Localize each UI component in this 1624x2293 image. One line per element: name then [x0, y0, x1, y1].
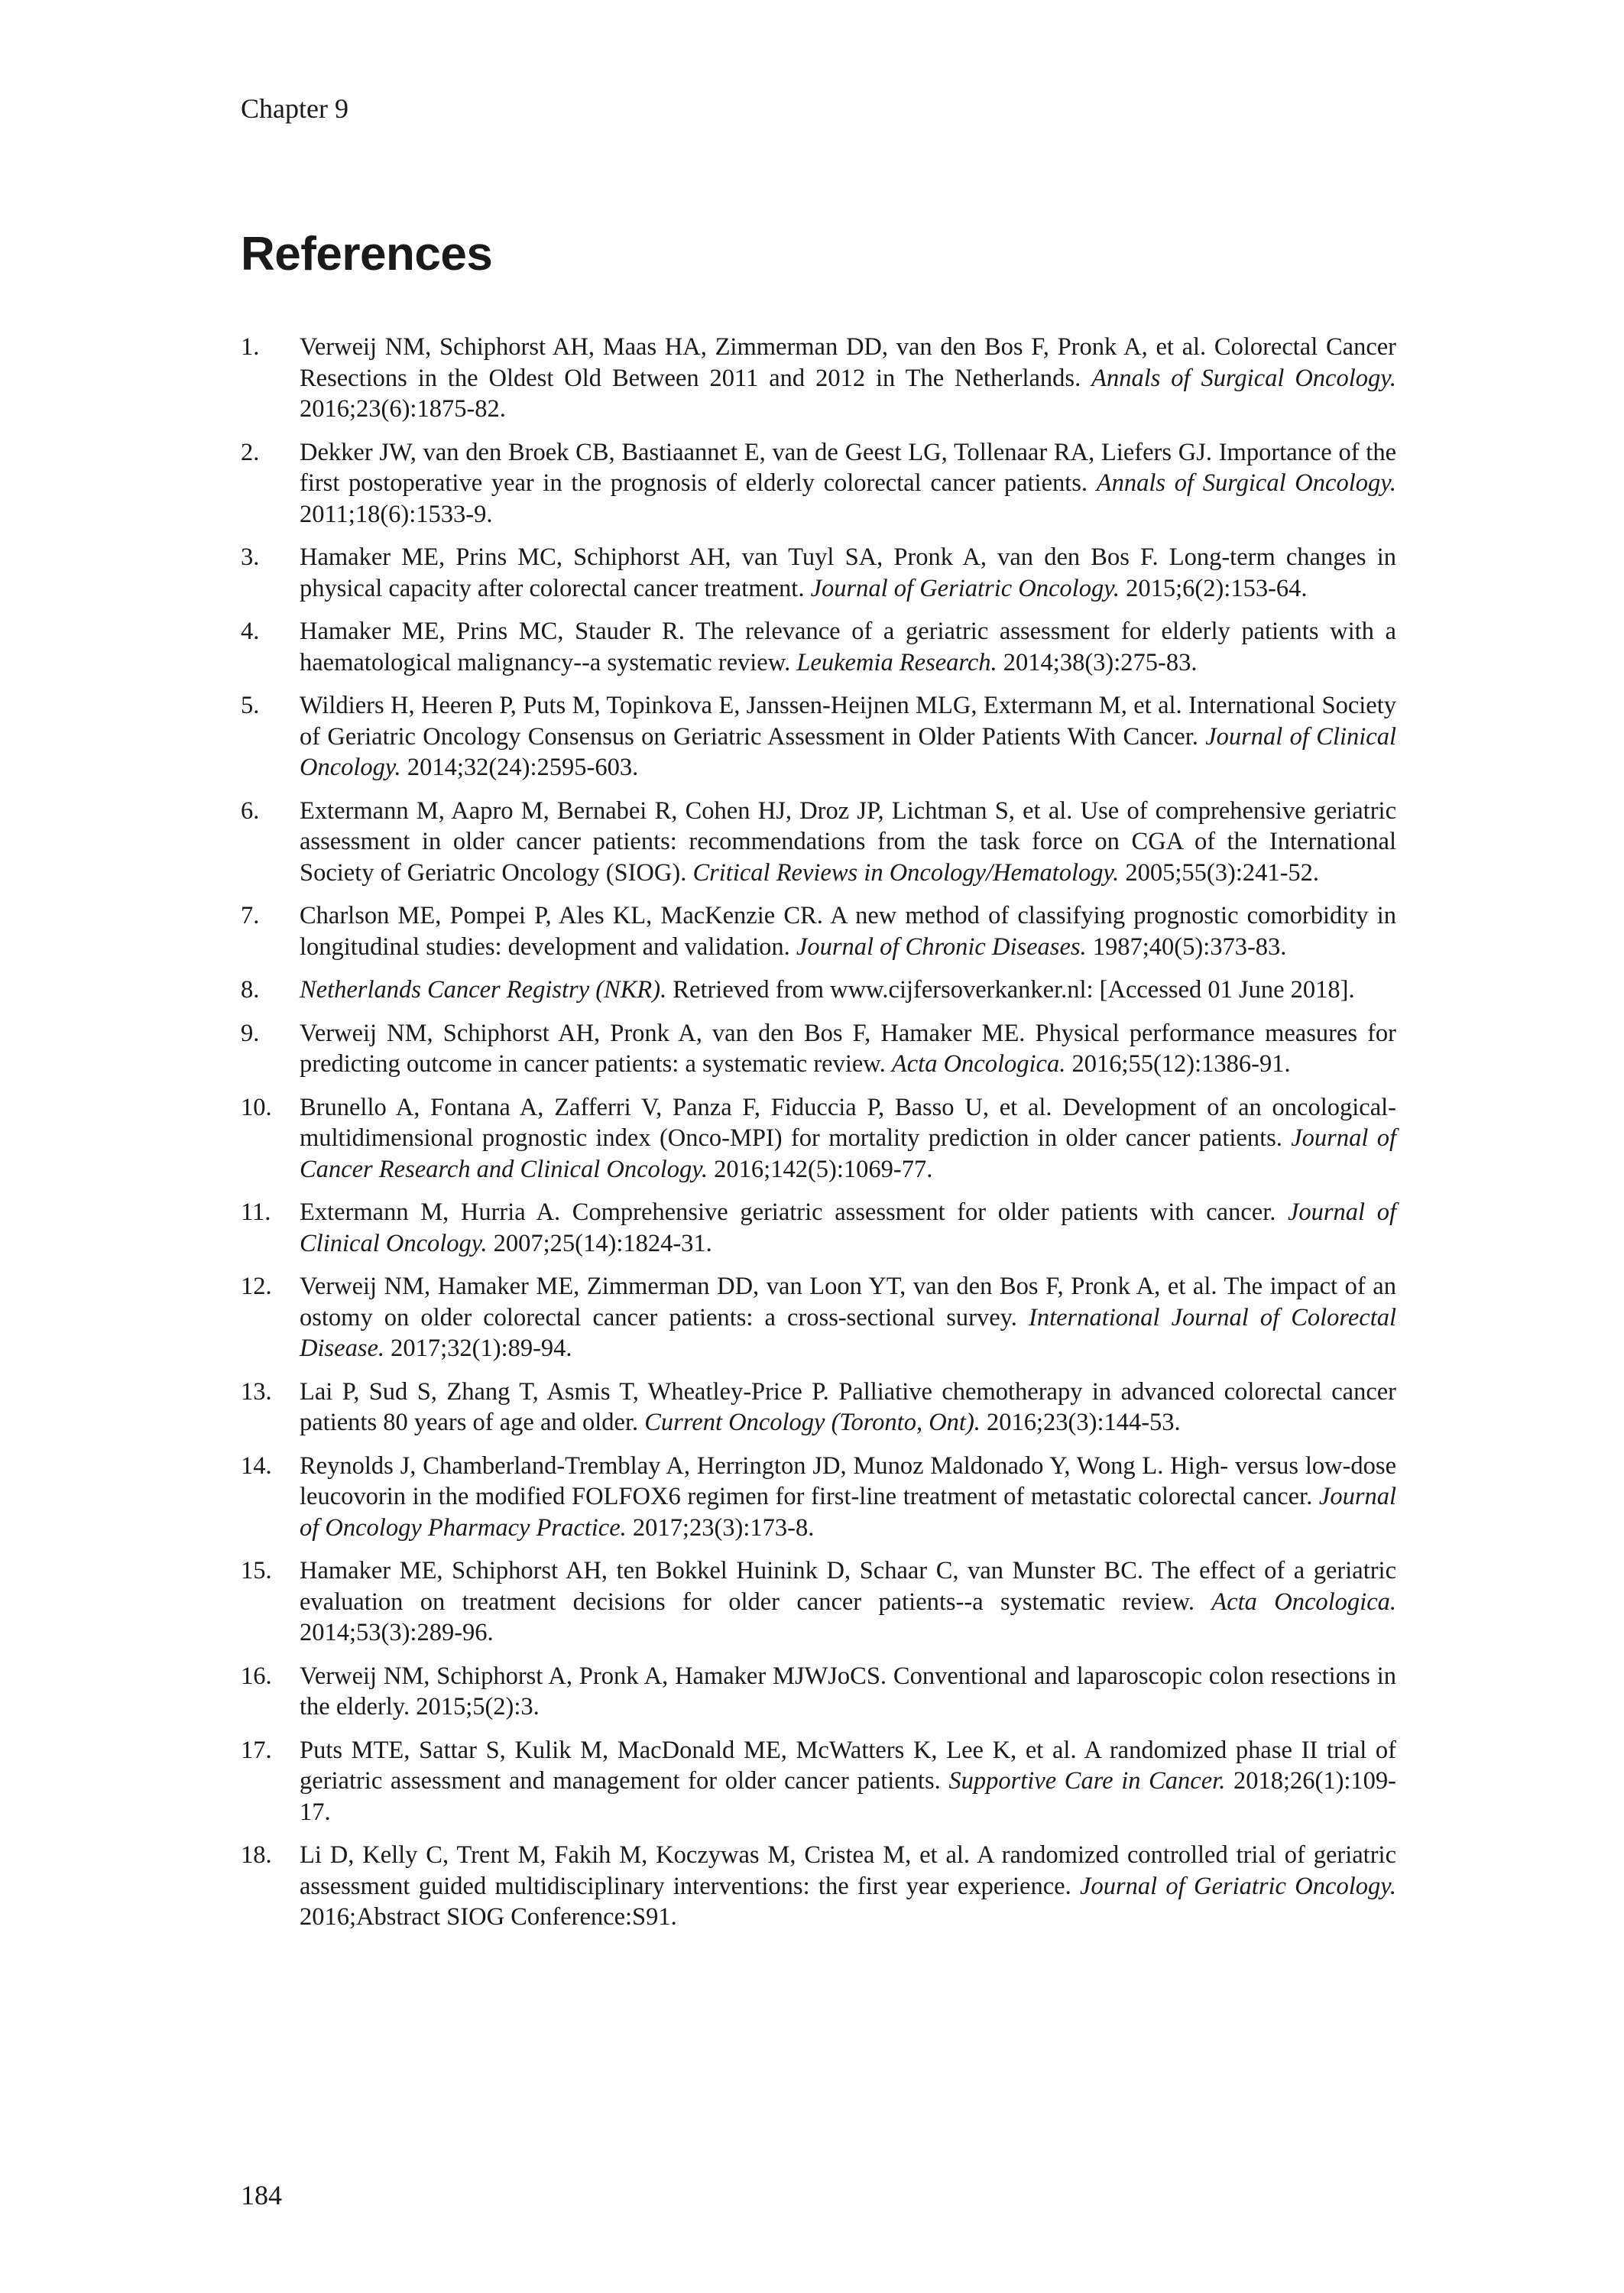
- reference-number: 8.: [241, 976, 260, 1004]
- reference-text: [300, 900, 1396, 962]
- reference-text: [300, 332, 1396, 425]
- reference-details: 2017;32(1):89-94.: [384, 1335, 572, 1362]
- reference-number: 1.: [241, 333, 260, 361]
- reference-item-11: [241, 1197, 1396, 1259]
- reference-number: 9.: [241, 1019, 260, 1047]
- reference-text: [300, 1840, 1396, 1933]
- reference-authors-title: Hamaker ME, Schiphorst AH, ten Bokkel Huinink D, Schaar C, van Munster BC. The effect of a geriatric evaluation on treatment decisions for older cancer patients--a systematic review.: [300, 1557, 1396, 1616]
- page-number: 184: [241, 2180, 282, 2210]
- reference-item-13: [241, 1377, 1396, 1438]
- reference-authors-title: Lai P, Sud S, Zhang T, Asmis T, Wheatley-Price P. Palliative chemotherapy in advanced colorectal cancer patients 80 years of age and older.: [300, 1377, 1396, 1436]
- reference-list: [241, 332, 1396, 1945]
- section-title: References: [241, 228, 493, 281]
- reference-journal: Leukemia Research.: [796, 648, 997, 676]
- reference-details: 2005;55(3):241-52.: [1119, 858, 1320, 887]
- reference-journal: Current Oncology (Toronto, Ont).: [644, 1409, 981, 1436]
- reference-number: 14.: [241, 1451, 272, 1480]
- reference-details: 2017;23(3):173-8.: [626, 1513, 815, 1542]
- reference-authors-title: Extermann M, Aapro M, Bernabei R, Cohen HJ, Droz JP, Lichtman S, et al. Use of comprehensive geriatric assessment in older cancer patients: recommendations from the task force on CGA of the International Society of Geriatric Oncology (SIOG).: [300, 796, 1396, 887]
- reference-text: [300, 1092, 1396, 1185]
- reference-item-8: [241, 975, 1396, 1006]
- reference-item-16: [241, 1661, 1396, 1723]
- reference-authors-title: Puts MTE, Sattar S, Kulik M, MacDonald ME, McWatters K, Lee K, et al. A randomized phase II trial of geriatric assessment and management for older cancer patients.: [300, 1736, 1396, 1795]
- reference-text: [300, 975, 1396, 1006]
- reference-item-10: [241, 1092, 1396, 1185]
- reference-item-18: [241, 1840, 1396, 1933]
- reference-details: 2018;26(1):109-17.: [300, 1767, 1397, 1826]
- reference-authors-title: Charlson ME, Pompei P, Ales KL, MacKenzie CR. A new method of classifying prognostic comorbidity in longitudinal studies: development and validation.: [300, 902, 1396, 961]
- reference-text: [300, 616, 1396, 678]
- reference-details: 2016;55(12):1386-91.: [1065, 1050, 1291, 1078]
- reference-journal: International Journal of Colorectal Disease.: [300, 1303, 1397, 1362]
- reference-authors-title: Li D, Kelly C, Trent M, Fakih M, Koczywas M, Cristea M, et al. A randomized controlled trial of geriatric assessment guided multidisciplinary interventions: the first year experience.: [300, 1841, 1396, 1900]
- reference-text: [300, 1555, 1396, 1649]
- reference-details: 2011;18(6):1533-9.: [300, 500, 493, 528]
- reference-authors-title: Extermann M, Hurria A. Comprehensive geriatric assessment for older patients with cancer.: [300, 1198, 1288, 1226]
- reference-authors-title: Reynolds J, Chamberland-Tremblay A, Herrington JD, Munoz Maldonado Y, Wong L. High- versus low-dose leucovorin in the modified FOLFOX6 regimen for first-line treatment of metastatic colorectal cancer.: [300, 1451, 1396, 1510]
- reference-item-4: [241, 616, 1396, 678]
- reference-authors-title: Hamaker ME, Prins MC, Stauder R. The relevance of a geriatric assessment for elderly patients with a haematological malignancy--a systematic review.: [300, 618, 1396, 676]
- reference-text: [300, 1661, 1396, 1723]
- reference-text: [300, 690, 1396, 783]
- reference-authors-title: Dekker JW, van den Broek CB, Bastiaannet E, van de Geest LG, Tollenaar RA, Liefers GJ. Importance of the first postoperative year in the prognosis of elderly colorectal cancer patients.: [300, 438, 1396, 497]
- reference-text: [300, 1377, 1396, 1438]
- reference-item-2: [241, 437, 1396, 530]
- reference-journal: Supportive Care in Cancer.: [948, 1767, 1226, 1795]
- reference-number: 4.: [241, 618, 260, 645]
- reference-authors-title: Hamaker ME, Prins MC, Schiphorst AH, van Tuyl SA, Pronk A, van den Bos F. Long-term changes in physical capacity after colorectal cancer treatment.: [300, 543, 1396, 602]
- reference-number: 18.: [241, 1841, 272, 1869]
- reference-authors-title: Verweij NM, Schiphorst A, Pronk A, Hamaker MJWJoCS. Conventional and laparoscopic colon resections in the elderly. 2015;5(2):3.: [300, 1662, 1396, 1721]
- reference-number: 17.: [241, 1736, 272, 1764]
- reference-journal: Acta Oncologica.: [891, 1050, 1066, 1078]
- reference-text: [300, 1018, 1396, 1080]
- reference-item-7: [241, 900, 1396, 962]
- reference-authors-title: Verweij NM, Schiphorst AH, Pronk A, van den Bos F, Hamaker ME. Physical performance measures for predicting outcome in cancer patients: a systematic review.: [300, 1019, 1396, 1078]
- reference-journal: Annals of Surgical Oncology.: [1091, 364, 1397, 392]
- reference-text: [300, 542, 1396, 604]
- reference-number: 13.: [241, 1377, 272, 1406]
- reference-details: 2016;23(3):144-53.: [980, 1409, 1181, 1436]
- reference-journal: Journal of Chronic Diseases.: [796, 932, 1087, 961]
- reference-journal: Acta Oncologica.: [1211, 1588, 1397, 1616]
- reference-details: 2014;53(3):289-96.: [300, 1619, 494, 1646]
- reference-authors-title: Verweij NM, Hamaker ME, Zimmerman DD, van Loon YT, van den Bos F, Pronk A, et al. The impact of an ostomy on older colorectal cancer patients: a cross-sectional survey.: [300, 1273, 1396, 1331]
- reference-text: [300, 1271, 1396, 1364]
- reference-journal: Critical Reviews in Oncology/Hematology.: [692, 858, 1120, 887]
- reference-text: [300, 437, 1396, 530]
- reference-journal: Journal of Oncology Pharmacy Practice.: [300, 1483, 1396, 1542]
- reference-details: 2007;25(14):1824-31.: [487, 1229, 712, 1257]
- reference-item-14: [241, 1451, 1396, 1544]
- reference-item-1: [241, 332, 1396, 425]
- reference-number: 10.: [241, 1093, 272, 1121]
- reference-item-5: [241, 690, 1396, 783]
- reference-number: 6.: [241, 796, 260, 825]
- running-head: Chapter 9: [241, 93, 348, 124]
- reference-text: [300, 796, 1396, 889]
- reference-number: 7.: [241, 902, 260, 929]
- reference-text: [300, 1451, 1396, 1544]
- reference-item-12: [241, 1271, 1396, 1364]
- reference-item-15: [241, 1555, 1396, 1649]
- reference-number: 2.: [241, 438, 260, 466]
- reference-number: 15.: [241, 1557, 272, 1584]
- reference-item-17: [241, 1735, 1396, 1828]
- reference-number: 12.: [241, 1273, 272, 1300]
- reference-details: 2014;38(3):275-83.: [997, 648, 1198, 676]
- reference-authors-title: Brunello A, Fontana A, Zafferri V, Panza F, Fiduccia P, Basso U, et al. Development of an oncological-multidimensional prognostic index (Onco-MPI) for mortality prediction in older cancer patients.: [300, 1093, 1396, 1152]
- reference-item-3: [241, 542, 1396, 604]
- reference-journal: Annals of Surgical Oncology.: [1096, 469, 1396, 497]
- reference-journal: Journal of Geriatric Oncology.: [810, 574, 1120, 602]
- reference-details: 2016;Abstract SIOG Conference:S91.: [300, 1903, 677, 1931]
- reference-details: 2016;23(6):1875-82.: [300, 395, 506, 423]
- reference-journal: Journal of Clinical Oncology.: [300, 722, 1396, 781]
- reference-item-9: [241, 1018, 1396, 1080]
- reference-number: 5.: [241, 692, 260, 719]
- reference-journal: Journal of Clinical Oncology.: [300, 1198, 1396, 1257]
- reference-authors-title: Wildiers H, Heeren P, Puts M, Topinkova E, Janssen-Heijnen MLG, Extermann M, et al. International Society of Geriatric Oncology Consensus on Geriatric Assessment in Older Patients With Cancer.: [300, 692, 1396, 751]
- reference-text: [300, 1197, 1396, 1259]
- reference-journal: Journal of Cancer Research and Clinical Oncology.: [300, 1124, 1396, 1183]
- reference-number: 16.: [241, 1662, 272, 1690]
- reference-journal: Journal of Geriatric Oncology.: [1080, 1872, 1396, 1900]
- reference-details: 2016;142(5):1069-77.: [708, 1155, 933, 1183]
- reference-journal: Netherlands Cancer Registry (NKR).: [300, 976, 667, 1004]
- reference-authors-title: Verweij NM, Schiphorst AH, Maas HA, Zimmerman DD, van den Bos F, Pronk A, et al. Colorectal Cancer Resections in the Oldest Old Between 2011 and 2012 in The Netherlands.: [300, 333, 1396, 392]
- reference-item-6: [241, 796, 1396, 889]
- reference-details: 2015;6(2):153-64.: [1119, 574, 1308, 602]
- reference-number: 3.: [241, 543, 260, 571]
- reference-text: [300, 1735, 1396, 1828]
- reference-details: Retrieved from www.cijfersoverkanker.nl: [Accessed 01 June 2018].: [666, 976, 1355, 1004]
- reference-number: 11.: [241, 1198, 271, 1226]
- reference-details: 2014;32(24):2595-603.: [400, 754, 639, 781]
- reference-details: 1987;40(5):373-83.: [1086, 932, 1287, 961]
